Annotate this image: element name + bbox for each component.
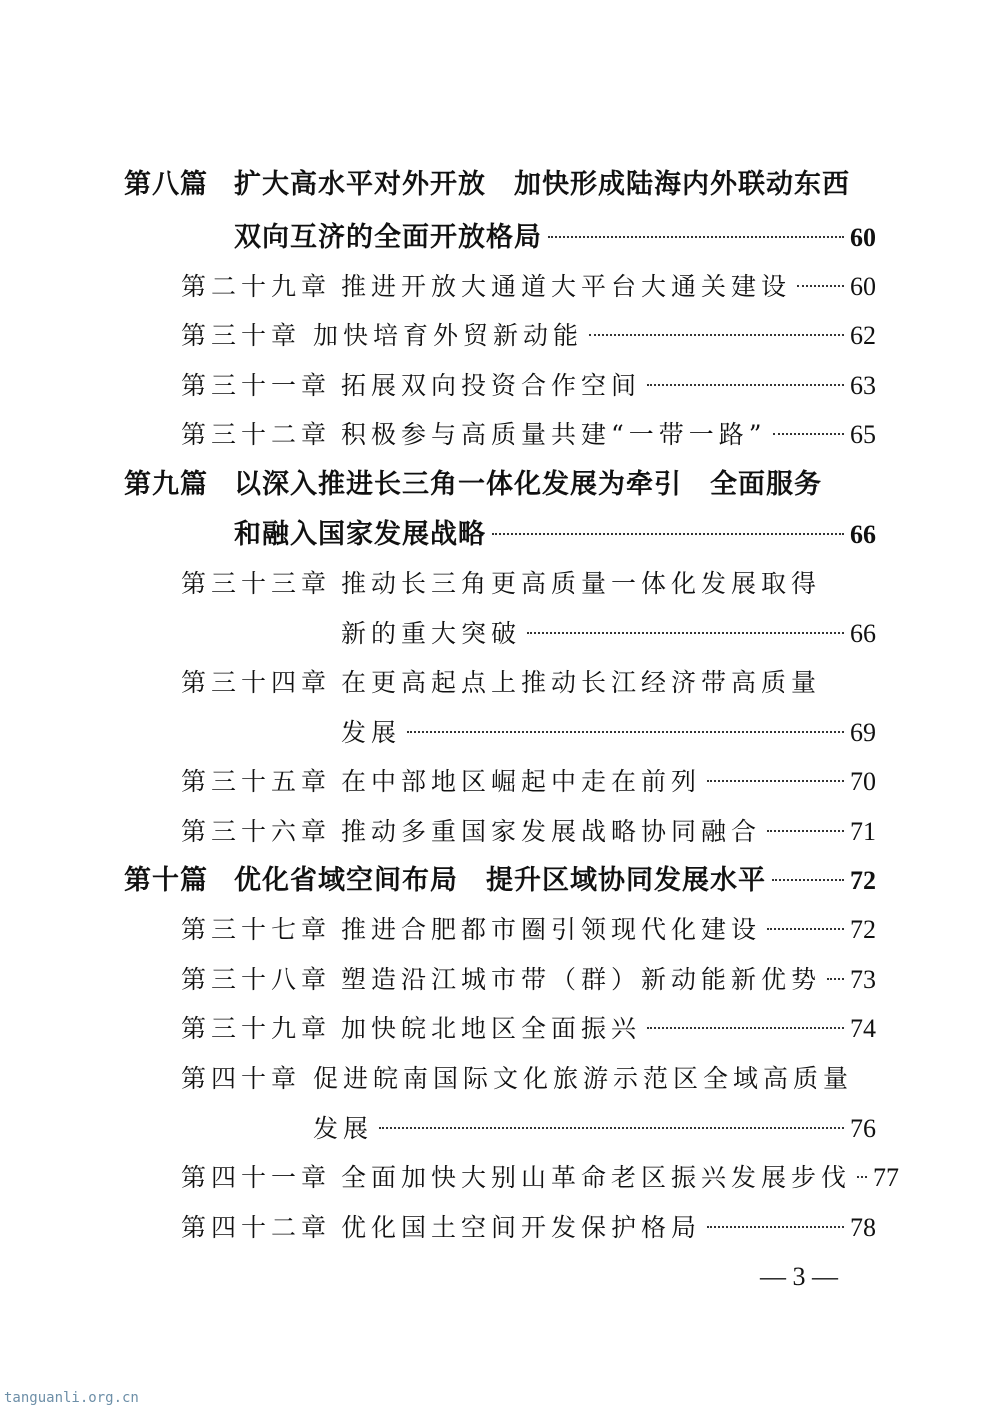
page-ref: 66: [850, 520, 876, 549]
leader-dots: [527, 632, 844, 634]
chapter-title: 塑造沿江城市带（群）新动能新优势: [341, 965, 822, 994]
page-ref: 71: [850, 817, 876, 846]
chapter-label: 第三十四章: [181, 668, 332, 697]
chapter-label: 第三十八章: [181, 965, 332, 994]
toc-entry-part[interactable]: [234, 861, 876, 901]
toc-entry-chapter[interactable]: [341, 415, 876, 455]
page-ref: 62: [850, 321, 876, 350]
part-title: 优化省域空间布局 提升区域协同发展水平: [234, 865, 766, 896]
part-title: 扩大高水平对外开放 加快形成陆海内外联动东西: [234, 169, 850, 200]
chapter-title-cont: 发展: [313, 1114, 374, 1143]
leader-dots: [827, 978, 844, 980]
leader-dots: [707, 1226, 844, 1228]
toc-entry-chapter[interactable]: [341, 1009, 876, 1049]
page-number: — 3 —: [760, 1262, 838, 1291]
chapter-label: 第三十七章: [181, 915, 332, 944]
chapter-label: 第二十九章: [181, 272, 332, 301]
page-ref: 78: [850, 1213, 876, 1242]
chapter-title: 加快培育外贸新动能: [313, 321, 584, 350]
page-ref: 72: [850, 866, 876, 895]
page-ref: 63: [850, 371, 876, 400]
toc-entry-chapter[interactable]: [341, 762, 876, 802]
leader-dots: [379, 1127, 844, 1129]
chapter-title: 拓展双向投资合作空间: [341, 371, 642, 400]
page-ref: 69: [850, 718, 876, 747]
chapter-title: 加快皖北地区全面振兴: [341, 1014, 642, 1043]
leader-dots: [589, 334, 844, 336]
chapter-title: 全面加快大别山革命老区振兴发展步伐: [341, 1163, 852, 1192]
toc-entry-chapter[interactable]: [341, 614, 876, 654]
toc-entry-chapter[interactable]: [341, 366, 876, 406]
leader-dots: [647, 1027, 844, 1029]
page-ref: 66: [850, 619, 876, 648]
chapter-label: 第三十二章: [181, 420, 332, 449]
page-ref: 76: [850, 1114, 876, 1143]
page-ref: 65: [850, 420, 876, 449]
leader-dots: [857, 1176, 867, 1178]
toc-entry-chapter[interactable]: [341, 267, 876, 307]
chapter-title: 优化国土空间开发保护格局: [341, 1213, 702, 1242]
chapter-title: 促进皖南国际文化旅游示范区全域高质量: [313, 1064, 854, 1093]
leader-dots: [707, 780, 844, 782]
leader-dots: [797, 285, 844, 287]
leader-dots: [773, 433, 844, 435]
toc-entry-chapter[interactable]: [341, 910, 876, 950]
chapter-title: 推动多重国家发展战略协同融合: [341, 817, 762, 846]
page-ref: 60: [850, 272, 876, 301]
part-title: 以深入推进长三角一体化发展为牵引 全面服务: [234, 469, 822, 500]
toc-entry-chapter[interactable]: [341, 1208, 876, 1248]
leader-dots: [767, 830, 844, 832]
toc-entry-chapter[interactable]: [341, 1158, 900, 1198]
toc-entry-part[interactable]: [234, 515, 876, 555]
chapter-label: 第四十一章: [181, 1163, 332, 1192]
toc-entry-chapter[interactable]: [313, 1109, 876, 1149]
chapter-title-cont: 发展: [341, 718, 402, 747]
chapter-title: 推进合肥都市圈引领现代化建设: [341, 915, 762, 944]
toc-entry-chapter[interactable]: [313, 316, 876, 356]
leader-dots: [548, 236, 844, 238]
part-label: 第十篇: [124, 865, 208, 896]
page-ref: 72: [850, 915, 876, 944]
chapter-label: 第四十二章: [181, 1213, 332, 1242]
toc-entry-part[interactable]: [234, 218, 876, 258]
chapter-label: 第三十五章: [181, 767, 332, 796]
chapter-label: 第三十六章: [181, 817, 332, 846]
page-ref: 74: [850, 1014, 876, 1043]
chapter-title: 在更高起点上推动长江经济带高质量: [341, 668, 822, 697]
part-title-cont: 和融入国家发展战略: [234, 519, 486, 550]
chapter-title: 在中部地区崛起中走在前列: [341, 767, 702, 796]
page-ref: 70: [850, 767, 876, 796]
chapter-title: 推进开放大通道大平台大通关建设: [341, 272, 792, 301]
chapter-title: 推动长三角更高质量一体化发展取得: [341, 569, 822, 598]
chapter-label: 第三十三章: [181, 569, 332, 598]
chapter-label: 第三十一章: [181, 371, 332, 400]
chapter-title: 积极参与高质量共建“一带一路”: [341, 420, 767, 449]
leader-dots: [772, 879, 844, 881]
part-label: 第九篇: [124, 469, 208, 500]
leader-dots: [647, 384, 844, 386]
leader-dots: [767, 928, 844, 930]
chapter-label: 第四十章: [181, 1064, 302, 1093]
chapter-label: 第三十章: [181, 321, 302, 350]
part-label: 第八篇: [124, 169, 208, 200]
toc-entry-chapter[interactable]: [341, 713, 876, 753]
watermark: tanguanli.org.cn: [4, 1390, 139, 1406]
leader-dots: [492, 533, 844, 535]
leader-dots: [407, 731, 844, 733]
toc-entry-chapter[interactable]: [341, 960, 876, 1000]
toc-entry-chapter[interactable]: [341, 812, 876, 852]
page-ref: 73: [850, 965, 876, 994]
chapter-label: 第三十九章: [181, 1014, 332, 1043]
part-title-cont: 双向互济的全面开放格局: [234, 222, 542, 253]
page-ref: 77: [873, 1163, 900, 1192]
chapter-title-cont: 新的重大突破: [341, 619, 522, 648]
page-ref: 60: [850, 223, 876, 252]
